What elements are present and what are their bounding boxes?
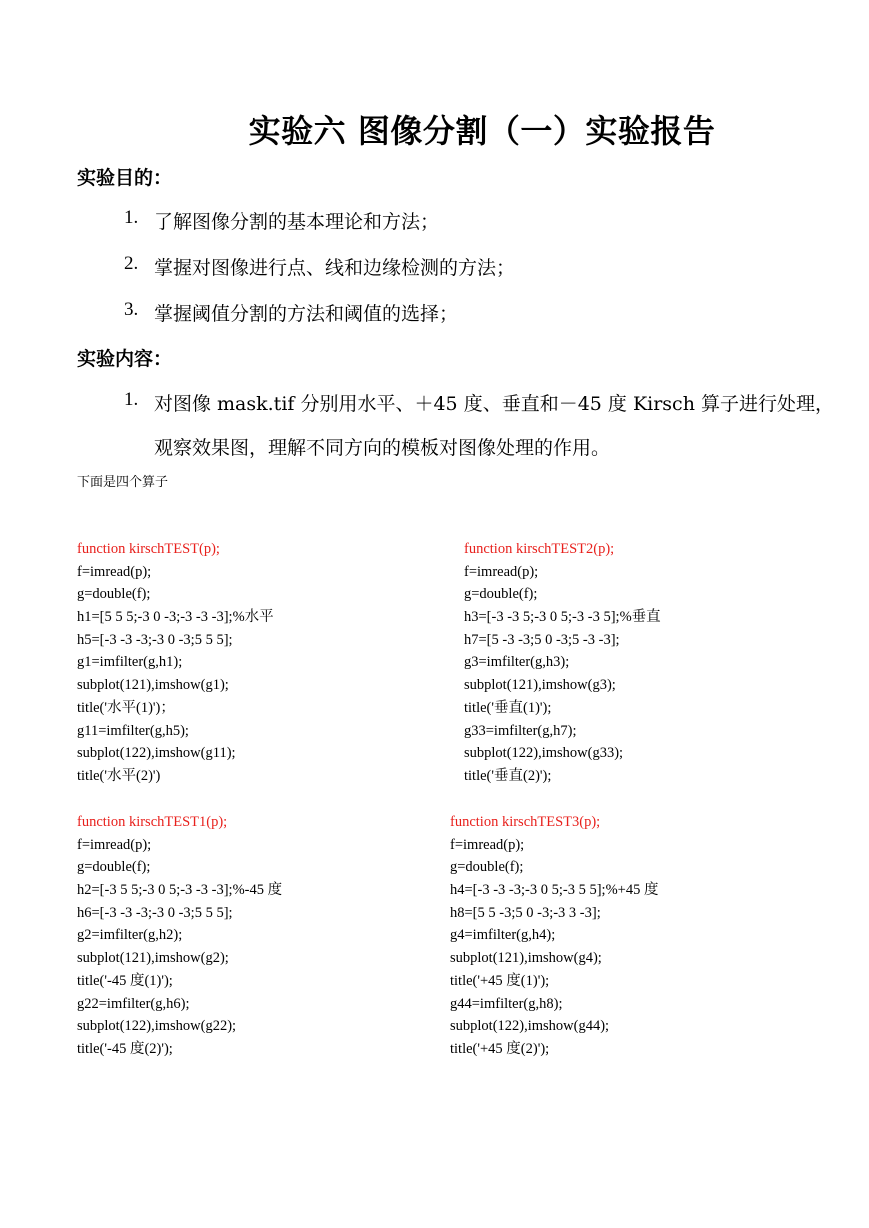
code-line: g=double(f); (464, 586, 538, 603)
code-line: h6=[-3 -3 -3;-3 0 -3;5 5 5]; (77, 904, 233, 921)
item-text: 掌握对图像进行点、线和边缘检测的方法； (154, 257, 516, 279)
code-line: title('水平(2)') (77, 767, 161, 784)
code-line: subplot(122),imshow(g44); (450, 1018, 610, 1035)
code-line: f=imread(p); (77, 563, 152, 580)
code-function-header: function kirschTEST2(p); (464, 541, 615, 557)
code-line: subplot(122),imshow(g33); (464, 745, 624, 762)
item-number: 2. (124, 253, 139, 274)
code-line: h3=[-3 -3 5;-3 0 5;-3 -3 5];%垂直 (464, 609, 661, 626)
item-number: 3. (124, 299, 139, 320)
code-line: title('-45 度(1)'); (77, 972, 173, 989)
page-title: 实验六 图像分割（一）实验报告 (248, 112, 716, 150)
code-line: title('+45 度(2)'); (450, 1040, 550, 1057)
code-line: f=imread(p); (464, 563, 539, 580)
code-line: title('垂直(2)'); (464, 767, 552, 784)
code-line: title('+45 度(1)'); (450, 972, 550, 989)
code-line: subplot(121),imshow(g4); (450, 950, 602, 967)
item-text: 了解图像分割的基本理论和方法； (154, 211, 440, 233)
code-line: h8=[5 5 -3;5 0 -3;-3 3 -3]; (450, 904, 601, 921)
item-text-line1: 对图像 mask.tif 分别用水平、＋45 度、垂直和－45 度 Kirsch 算子进行处理， (154, 393, 834, 415)
code-line: h7=[5 -3 -3;5 0 -3;5 -3 -3]; (464, 631, 620, 648)
code-block-kirschTEST1 (77, 811, 282, 1061)
code-line: g1=imfilter(g,h1); (77, 654, 183, 671)
code-line: g=double(f); (77, 586, 151, 603)
code-line: title('垂直(1)'); (464, 699, 552, 716)
note-text: 下面是四个算子 (77, 475, 169, 490)
code-function-header: function kirschTEST(p); (77, 541, 220, 557)
code-line: g44=imfilter(g,h8); (450, 995, 563, 1012)
purpose-heading: 实验目的： (77, 167, 173, 189)
code-line: g11=imfilter(g,h5); (77, 722, 189, 739)
code-line: g4=imfilter(g,h4); (450, 927, 556, 944)
code-line: h5=[-3 -3 -3;-3 0 -3;5 5 5]; (77, 631, 233, 648)
code-line: h4=[-3 -3 -3;-3 0 5;-3 5 5];%+45 度 (450, 882, 659, 899)
content-heading: 实验内容： (77, 348, 173, 370)
code-line: subplot(121),imshow(g1); (77, 677, 229, 694)
code-function-header: function kirschTEST3(p); (450, 814, 601, 830)
code-line: subplot(121),imshow(g3); (464, 677, 616, 694)
code-line: f=imread(p); (77, 836, 152, 853)
code-line: g2=imfilter(g,h2); (77, 927, 183, 944)
code-line: title('-45 度(2)'); (77, 1040, 173, 1057)
code-line: f=imread(p); (450, 836, 525, 853)
code-line: g22=imfilter(g,h6); (77, 995, 190, 1012)
code-line: title('水平(1)')； (77, 699, 175, 716)
code-line: subplot(121),imshow(g2); (77, 950, 229, 967)
item-text-line2: 观察效果图，理解不同方向的模板对图像处理的作用。 (154, 437, 611, 459)
code-line: subplot(122),imshow(g22); (77, 1018, 237, 1035)
item-number: 1. (124, 207, 139, 228)
code-line: g=double(f); (450, 859, 524, 876)
code-block-kirschTEST3 (450, 811, 658, 1061)
code-function-header: function kirschTEST1(p); (77, 814, 228, 830)
code-line: g=double(f); (77, 859, 151, 876)
code-line: subplot(122),imshow(g11); (77, 745, 236, 762)
code-line: g33=imfilter(g,h7); (464, 722, 577, 739)
code-block-kirschTEST2 (464, 538, 661, 788)
item-text: 掌握阈值分割的方法和阈值的选择； (154, 303, 459, 325)
code-line: h1=[5 5 5;-3 0 -3;-3 -3 -3];%水平 (77, 609, 274, 626)
item-number: 1. (124, 389, 139, 410)
code-block-kirschTEST (77, 538, 274, 788)
code-line: h2=[-3 5 5;-3 0 5;-3 -3 -3];%-45 度 (77, 882, 283, 899)
code-line: g3=imfilter(g,h3); (464, 654, 570, 671)
